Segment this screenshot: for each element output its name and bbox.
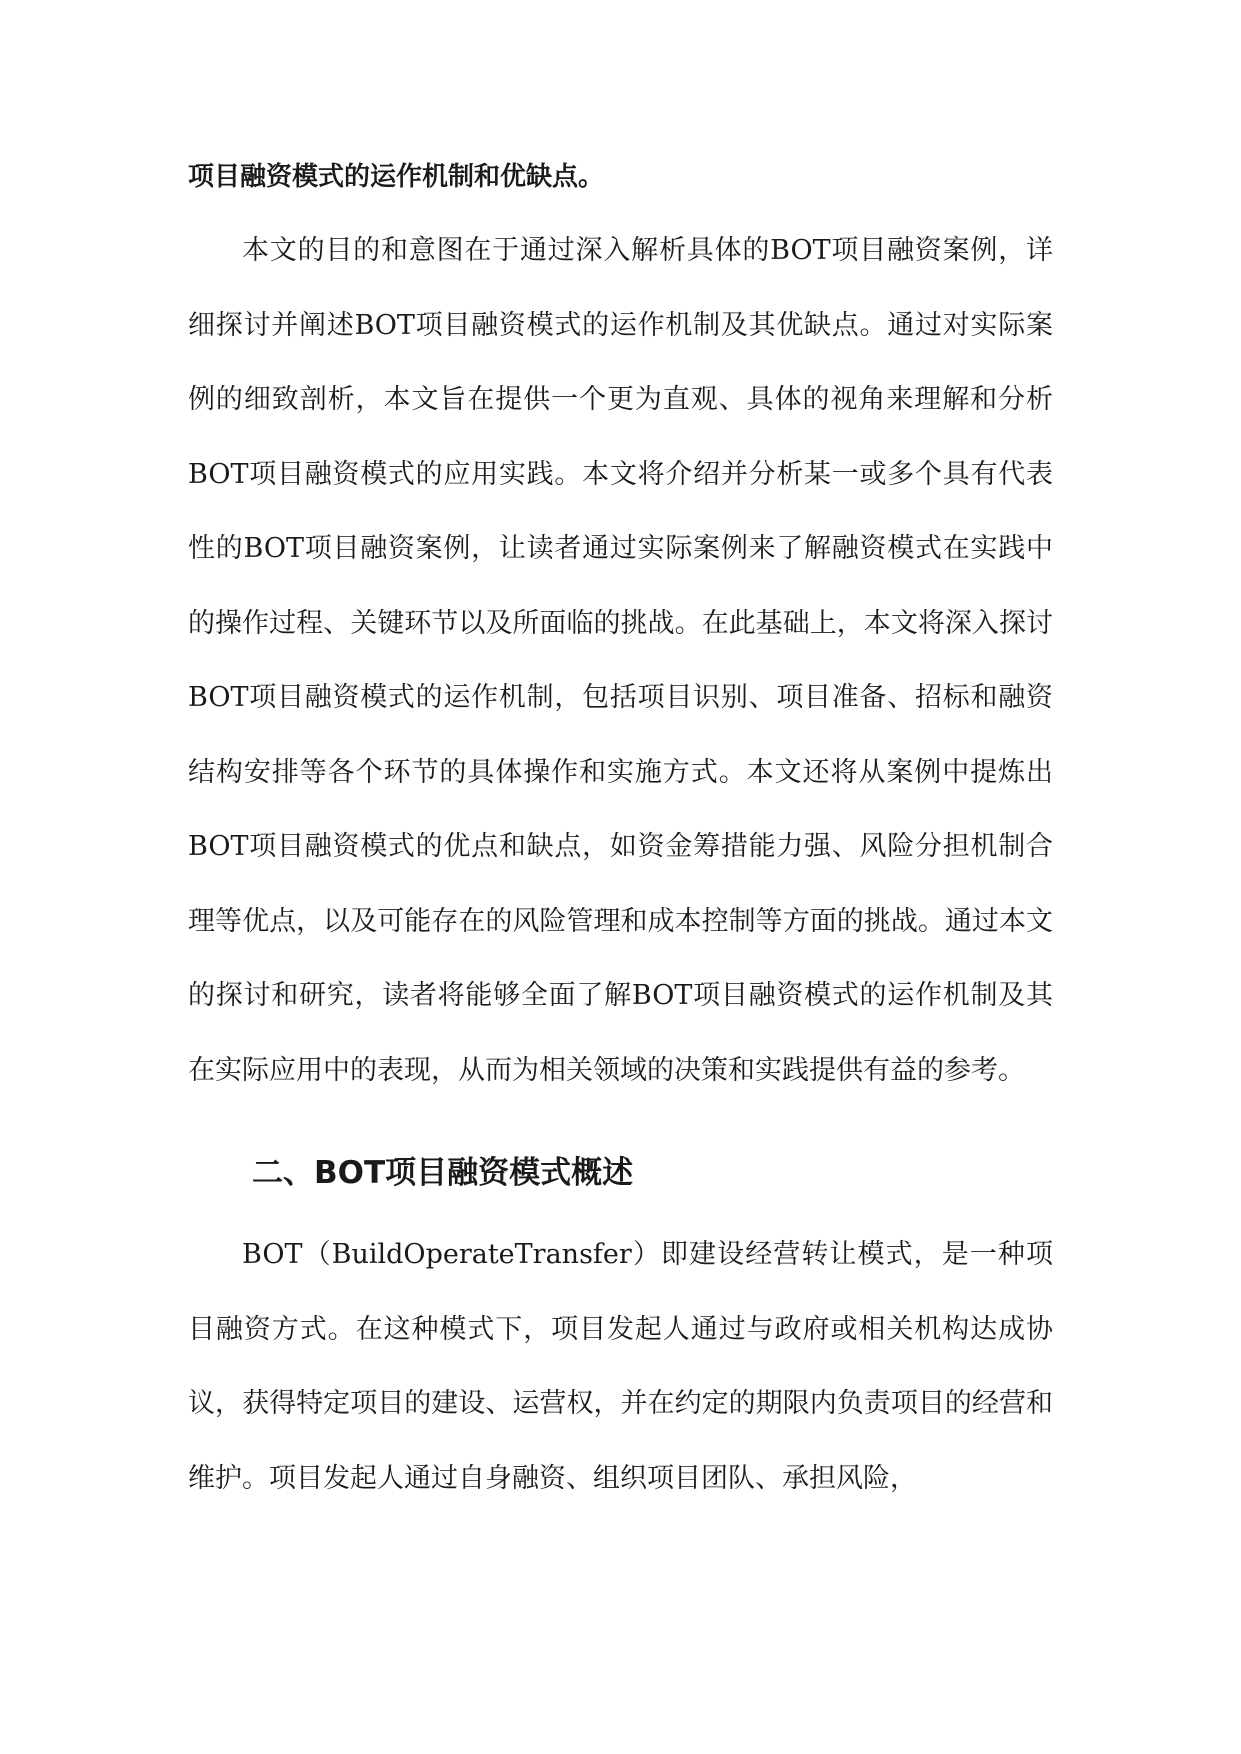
section-heading: 二、BOT项目融资模式概述 [252, 1155, 634, 1191]
paragraph-bot-overview: BOT（BuildOperateTransfer）即建设经营转让模式，是一种项目融资方式。在这种模式下，项目发起人通过与政府或相关机构达成协议，获得特定项目的建设、运营权，并在约定的期限内负责项目的经营和维护。项目发起人通过自身融资、组织项目团队、承担风险， [188, 1239, 1053, 1494]
lead-line: 项目融资模式的运作机制和优缺点。 [188, 162, 605, 192]
paragraph-purpose: 本文的目的和意图在于通过深入解析具体的BOT项目融资案例，详细探讨并阐述BOT项目融资模式的运作机制及其优缺点。通过对实际案例的细致剖析，本文旨在提供一个更为直观、具体的视角来理解和分析BOT项目融资模式的应用实践。本文将介绍并分析某一或多个具有代表性的BOT项目融资案例，让读者通过实际案例来了解融资模式在实践中的操作过程、关键环节以及所面临的挑战。在此基础上，本文将深入探讨BOT项目融资模式的运作机制，包括项目识别、项目准备、招标和融资结构安排等各个环节的具体操作和实施方式。本文还将从案例中提炼出BOT项目融资模式的优点和缺点，如资金筹措能力强、风险分担机制合理等优点，以及可能存在的风险管理和成本控制等方面的挑战。通过本文的探讨和研究，读者将能够全面了解BOT项目融资模式的运作机制及其在实际应用中的表现，从而为相关领域的决策和实践提供有益的参考。 [188, 235, 1053, 1086]
document-body [188, 140, 1053, 1516]
